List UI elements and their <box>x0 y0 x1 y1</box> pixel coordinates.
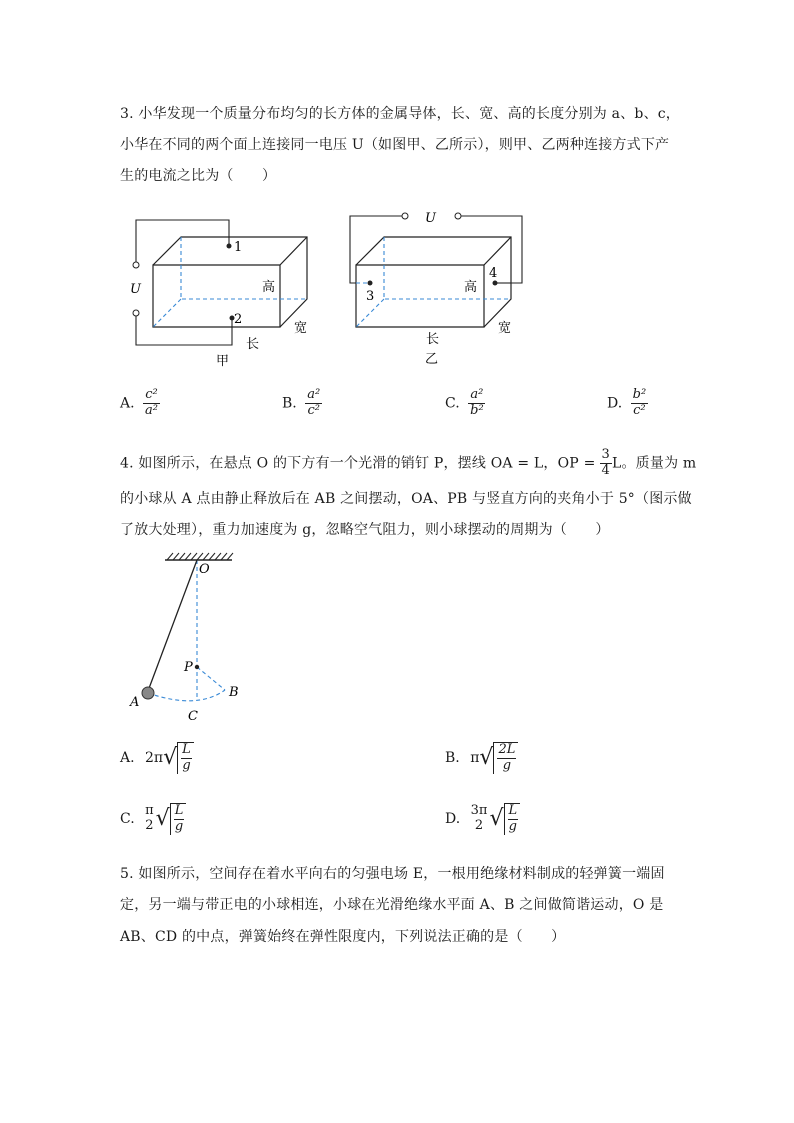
q3-text-line2: 小华在不同的两个面上连接同一电压 U（如图甲、乙所示），则甲、乙两种连接方式下产 <box>120 137 670 153</box>
caption-jia: 甲 <box>216 354 230 369</box>
sqrt-expression: √ L g <box>163 742 194 774</box>
option-coef-fraction: π 2 <box>145 803 154 833</box>
label-long-right: 长 <box>426 332 440 347</box>
sqrt-expression: √ L g <box>156 803 187 835</box>
label-2: 2 <box>234 312 243 327</box>
pendulum-figure <box>125 550 260 725</box>
q3-option-a[interactable] <box>120 388 160 419</box>
label-u-left: U <box>130 282 141 297</box>
option-fraction: $\frac{\text{b²}}{\text{c²}}$ <box>632 387 647 418</box>
option-coef: π <box>470 749 480 766</box>
option-letter: D. <box>445 810 461 827</box>
q5-text-line1: 5. 如图所示，空间存在着水平向右的匀强电场 E，一根用绝缘材料制成的轻弹簧一端固 <box>120 866 665 882</box>
option-coef: 2π <box>145 749 164 766</box>
box-jia <box>130 220 307 369</box>
option-coef-fraction: 3π 2 <box>470 803 488 833</box>
option-letter: C. <box>120 810 135 827</box>
label-u-right: U <box>425 211 436 226</box>
q4-text-line3: 了放大处理），重力加速度为 g，忽略空气阻力，则小球摆动的周期为（ ） <box>120 522 610 538</box>
q3-figure <box>118 205 538 375</box>
option-letter: C. <box>445 395 460 412</box>
label-P: P <box>184 660 193 675</box>
label-B: B <box>229 685 239 700</box>
fraction-3-4: $\frac{3}{4}$ <box>601 447 610 478</box>
q4-option-b[interactable] <box>445 742 518 774</box>
caption-yi: 乙 <box>425 352 439 367</box>
q3-option-b[interactable] <box>282 388 322 419</box>
q3-option-d[interactable] <box>607 388 648 419</box>
label-C: C <box>188 709 198 724</box>
q3-text-line1: 3. 小华发现一个质量分布均匀的长方体的金属导体，长、宽、高的长度分别为 a、b、c， <box>120 106 681 122</box>
option-letter: B. <box>282 395 297 412</box>
option-fraction: $\frac{\text{a²}}{\text{c²}}$ <box>307 387 321 418</box>
label-O: O <box>199 562 210 577</box>
label-4: 4 <box>489 266 498 281</box>
q4-text-line1: 4. 如图所示，在悬点 O 的下方有一个光滑的销钉 P，摆线 OA = L，OP = $\frac{3}{4}$ L。质量为 m <box>120 447 697 478</box>
label-3: 3 <box>366 289 375 304</box>
box-yi <box>350 211 522 367</box>
option-letter: D. <box>607 395 623 412</box>
option-letter: A. <box>120 395 135 412</box>
sqrt-expression: √ L g <box>489 803 520 835</box>
q5-text-line2: 定，另一端与带正电的小球相连，小球在光滑绝缘水平面 A、B 之间做简谐运动，O 是 <box>120 897 664 913</box>
label-A: A <box>130 695 140 710</box>
label-high-right: 高 <box>464 280 478 295</box>
q4-text-line2: 的小球从 A 点由静止释放后在 AB 之间摆动，OA、PB 与竖直方向的夹角小于 5°（图示做 <box>120 491 692 507</box>
q3-text-line3: 生的电流之比为（ ） <box>120 168 277 184</box>
q3-option-c[interactable] <box>445 388 486 419</box>
option-letter: B. <box>445 749 460 766</box>
label-wide-right: 宽 <box>498 321 512 336</box>
q4-option-d[interactable] <box>445 803 520 835</box>
label-high-left: 高 <box>262 280 276 295</box>
label-1: 1 <box>234 240 243 255</box>
option-fraction: $\frac{\text{c²}}{\text{a²}}$ <box>145 387 158 418</box>
q5-text-line3: AB、CD 的中点，弹簧始终在弹性限度内，下列说法正确的是（ ） <box>120 929 566 945</box>
sqrt-expression: √ 2L g <box>479 742 518 774</box>
label-wide-left: 宽 <box>294 321 308 336</box>
option-letter: A. <box>120 749 135 766</box>
q4-option-a[interactable] <box>120 742 194 774</box>
option-fraction: $\frac{\text{a²}}{\text{b²}}$ <box>470 387 484 418</box>
label-long-left: 长 <box>246 337 260 352</box>
q4-option-c[interactable] <box>120 803 186 835</box>
